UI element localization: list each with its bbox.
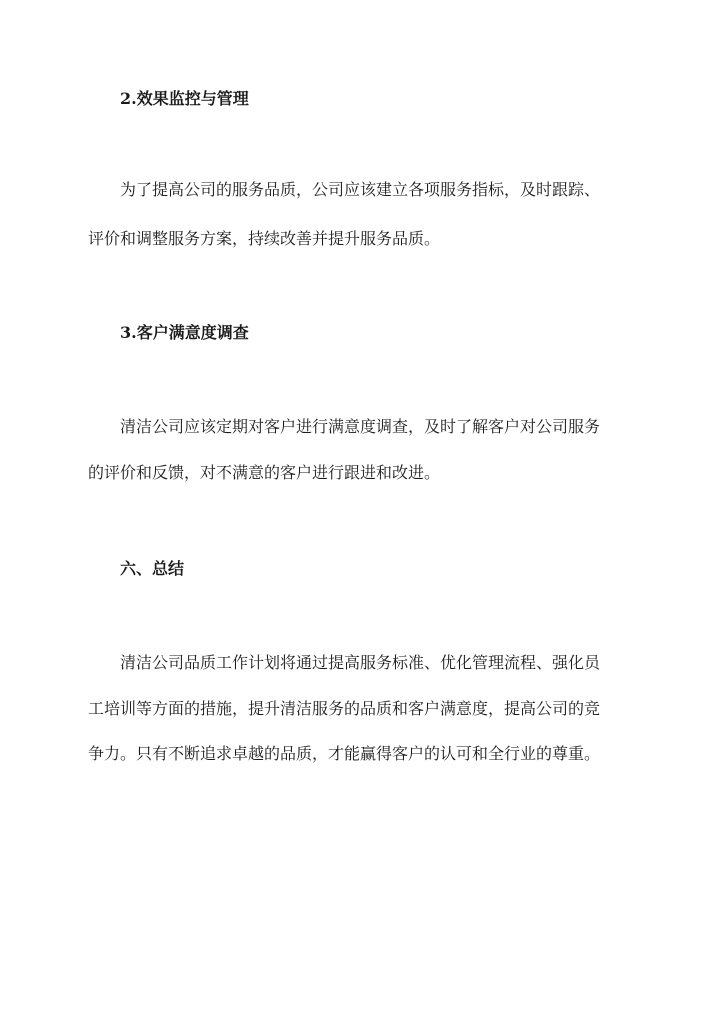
paragraph-line: 争力。只有不断追求卓越的品质，才能赢得客户的认可和全行业的尊重。 — [88, 744, 601, 763]
paragraph-line: 评价和调整服务方案，持续改善并提升服务品质。 — [88, 229, 441, 248]
section-heading-effect-monitoring: 2.效果监控与管理 — [120, 89, 249, 108]
paragraph-line: 的评价和反馈，对不满意的客户进行跟进和改进。 — [88, 463, 441, 482]
section-heading-summary: 六、总结 — [120, 559, 185, 578]
paragraph-line: 工培训等方面的措施，提升清洁服务的品质和客户满意度，提高公司的竞 — [88, 699, 601, 718]
paragraph-line: 清洁公司应该定期对客户进行满意度调查，及时了解客户对公司服务 — [120, 417, 601, 436]
paragraph-line: 为了提高公司的服务品质，公司应该建立各项服务指标，及时跟踪、 — [120, 180, 601, 199]
section-heading-customer-survey: 3.客户满意度调查 — [120, 323, 249, 342]
paragraph-line: 清洁公司品质工作计划将通过提高服务标准、优化管理流程、强化员 — [120, 653, 601, 672]
